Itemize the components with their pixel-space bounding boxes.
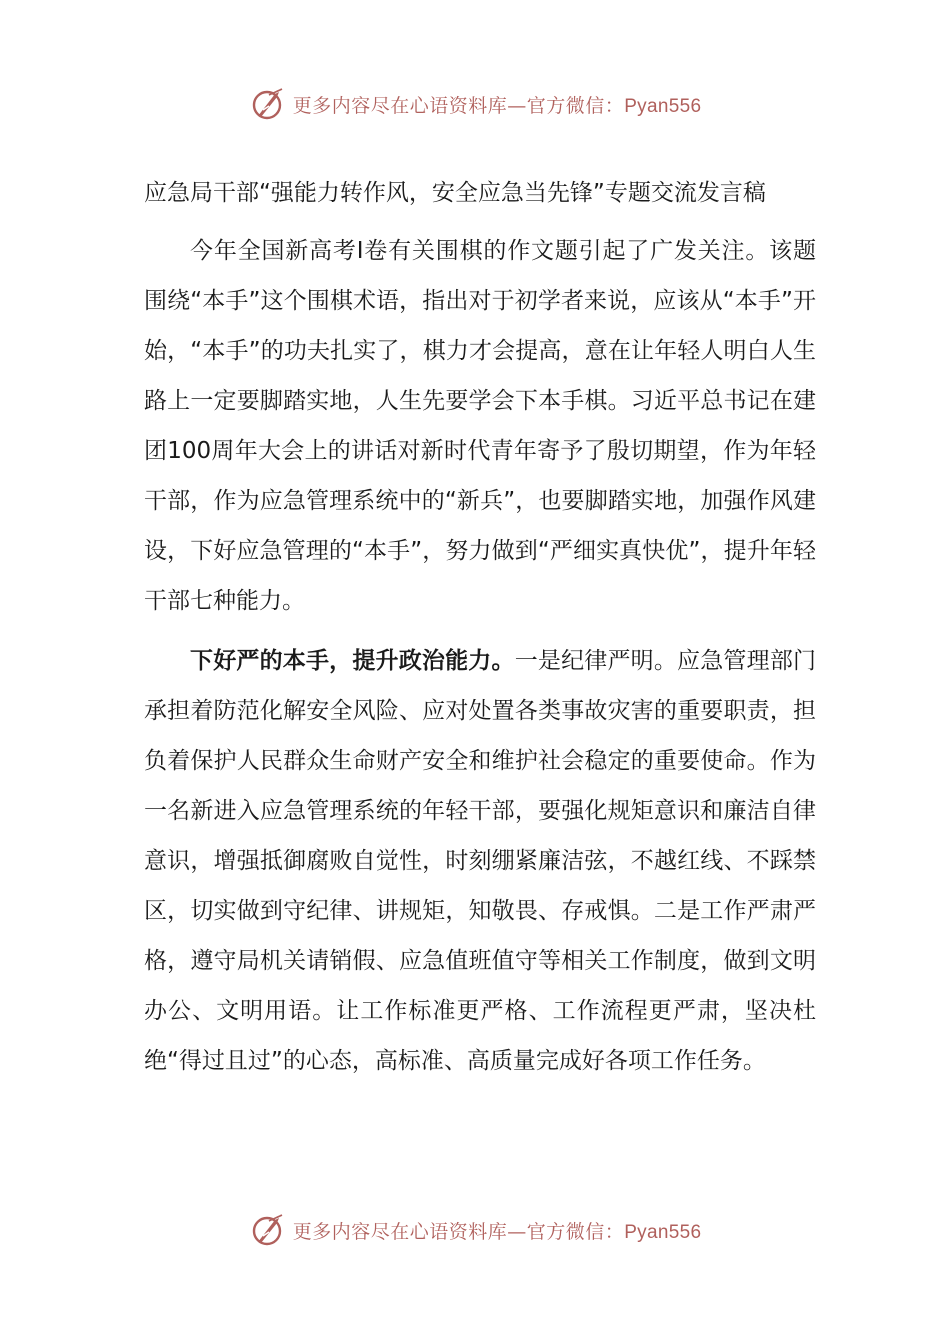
paragraph-intro xyxy=(144,226,816,626)
paragraph-lead-heading: 下好严的本手，提升政治能力。 xyxy=(190,648,515,674)
watermark-text xyxy=(293,1217,702,1244)
paragraph-text: 一是纪律严明。应急管理部门承担着防范化解安全风险、应对处置各类事故灾害的重要职责，担负着保护人民群众生命财产安全和维护社会稳定的重要使命。作为一名新进入应急管理系统的年轻干部，要强化规矩意识和廉洁自律意识，增强抵御腐败自觉性，时刻绷紧廉洁弦，不越红线、不踩禁区，切实做到守纪律、讲规矩，知敬畏、存戒惧。二是工作严肃严格，遵守局机关请销假、应急值班值守等相关工作制度，做到文明办公、文明用语。让工作标准更严格、工作流程更严肃，坚决杜绝“得过且过”的心态，高标准、高质量完成好各项工作任务。 xyxy=(144,648,817,1074)
wechat-id: Pyan556 xyxy=(624,1221,702,1243)
document-body xyxy=(144,168,816,1096)
paragraph-text: 今年全国新高考Ⅰ卷有关围棋的作文题引起了广发关注。该题围绕“本手”这个围棋术语，指出对于初学者来说，应该从“本手”开始，“本手”的功夫扎实了，棋力才会提高，意在让年轻人明白人生路上一定要脚踏实地，人生先要学会下本手棋。习近平总书记在建团100周年大会上的讲话对新时代青年寄予了殷切期望，作为年轻干部，作为应急管理系统中的“新兵”，也要脚踏实地，加强作风建设，下好应急管理的“本手”，努力做到“严细实真快优”，提升年轻干部七种能力。 xyxy=(144,238,816,614)
watermark-text xyxy=(293,91,702,118)
quill-logo-icon xyxy=(249,86,285,122)
wechat-id: Pyan556 xyxy=(624,95,702,117)
paragraph-strict xyxy=(144,636,816,1086)
quill-logo-icon xyxy=(249,1212,285,1248)
watermark-label: 更多内容尽在心语资料库—官方微信： xyxy=(292,1220,625,1243)
watermark-label: 更多内容尽在心语资料库—官方微信： xyxy=(292,94,625,117)
header-watermark-banner xyxy=(0,84,950,124)
footer-watermark-banner xyxy=(0,1210,950,1250)
document-title: 应急局干部“强能力转作风，安全应急当先锋”专题交流发言稿 xyxy=(144,180,766,206)
